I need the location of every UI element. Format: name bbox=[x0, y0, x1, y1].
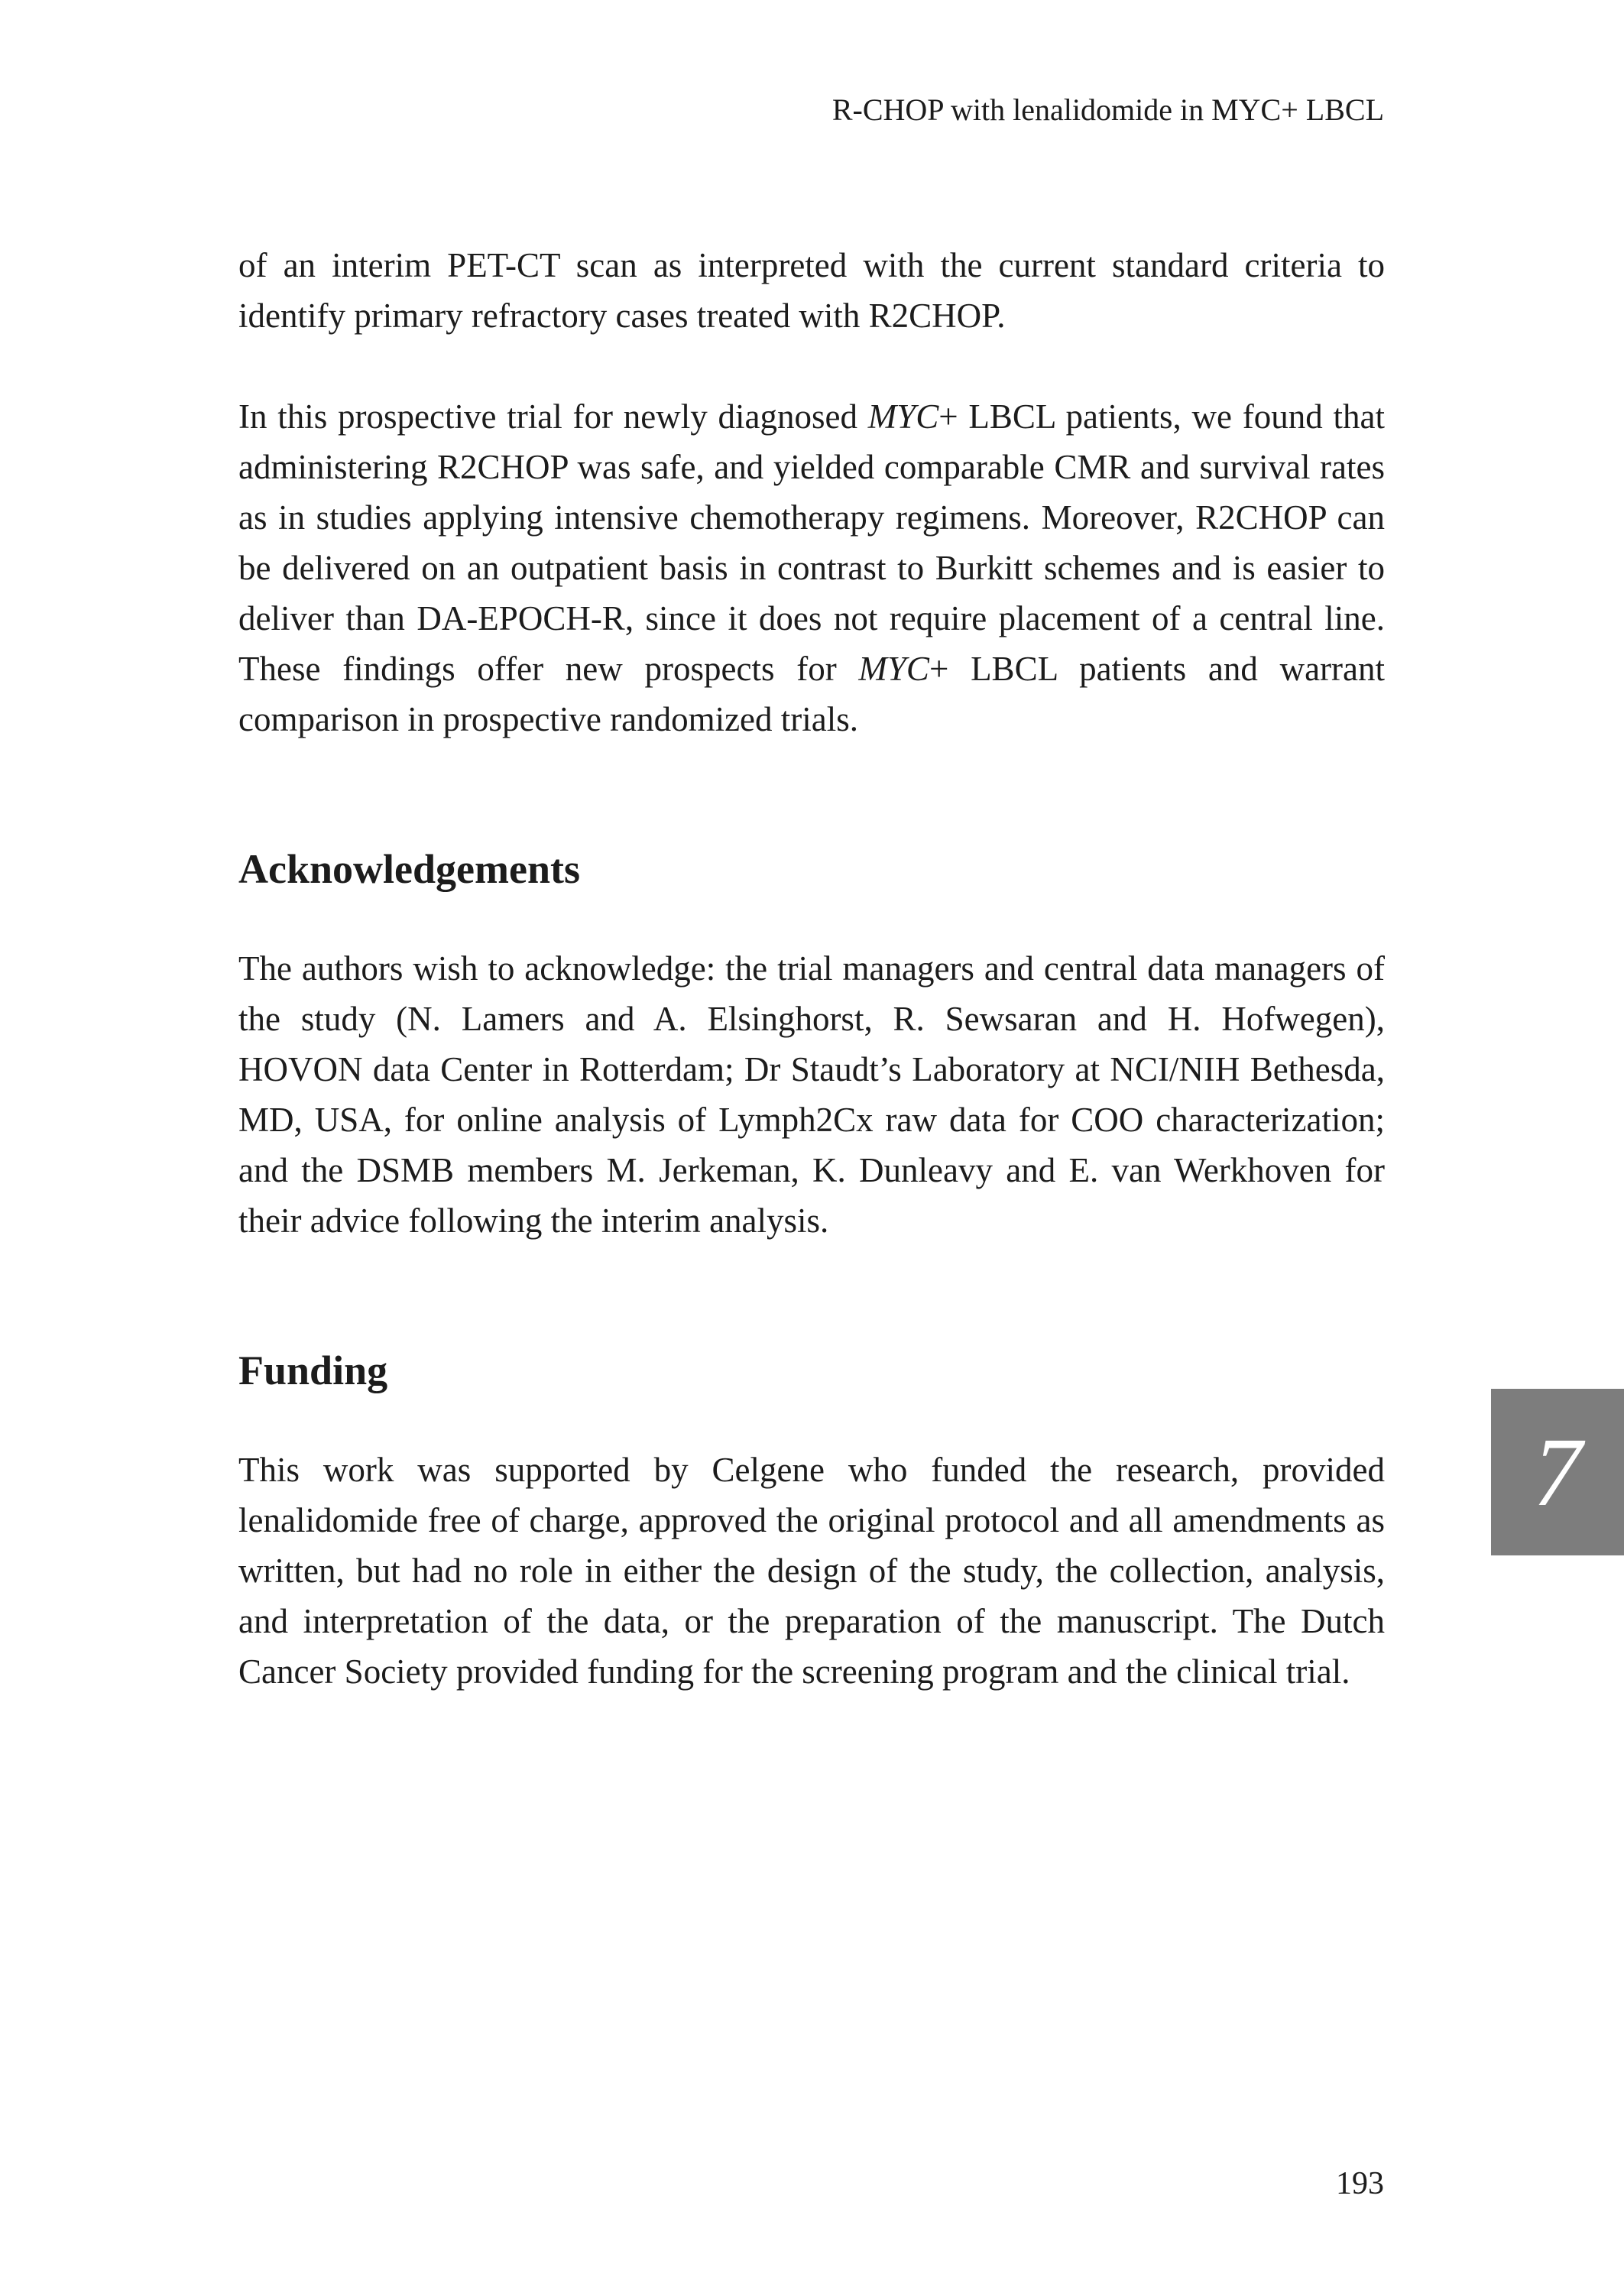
gene-name-italic: MYC bbox=[867, 397, 939, 436]
chapter-number: 7 bbox=[1533, 1418, 1582, 1526]
paragraph-2-text-2: + LBCL patients, we found that administering R2CHOP was safe, and yielded comparable CMR and survival rates as in studies applying intensive chemotherapy regimens. Moreover, R2CHOP can be delivered on an outpatient basis in contrast to Burkitt schemes and is easier to deliver than DA-EPOCH-R, since it does not require placement of a central line. These findings offer new prospects for bbox=[238, 397, 1385, 688]
paragraph-2-text-3: + LBCL patients and warrant comparison in prospective randomized trials. bbox=[238, 650, 1385, 738]
body-paragraph-2 bbox=[238, 391, 1385, 744]
acknowledgements-text: The authors wish to acknowledge: the trial managers and central data managers of the study (N. Lamers and A. Elsinghorst, R. Sewsaran and H. Hofwegen), HOVON data Center in Rotterdam; Dr Staudt’s Laboratory at NCI/NIH Bethesda, MD, USA, for online analysis of Lymph2Cx raw data for COO characterization; and the DSMB members M. Jerkeman, K. Dunleavy and E. van Werkhoven for their advice following the interim analysis. bbox=[238, 949, 1385, 1240]
chapter-tab bbox=[1491, 1389, 1624, 1555]
funding-heading: Funding bbox=[238, 1348, 388, 1393]
paragraph-2-text-1: In this prospective trial for newly diagnosed bbox=[238, 397, 868, 436]
gene-name-italic: MYC bbox=[858, 650, 929, 688]
page-number: 193 bbox=[1336, 2166, 1384, 2201]
funding-section bbox=[238, 1344, 1385, 1697]
acknowledgements-section bbox=[238, 842, 1385, 1246]
acknowledgements-heading: Acknowledgements bbox=[238, 846, 580, 892]
page-body bbox=[238, 240, 1385, 1697]
funding-text: This work was supported by Celgene who funded the research, provided lenalidomide free of charge, approved the original protocol and all amendments as written, but had no role in either the design of the study, the collection, analysis, and interpretation of the data, or the preparation of the manuscript. The Dutch Cancer Society provided funding for the screening program and the clinical trial. bbox=[238, 1451, 1385, 1691]
running-header: R-CHOP with lenalidomide in MYC+ LBCL bbox=[831, 92, 1384, 127]
body-paragraph-1: of an interim PET-CT scan as interpreted with the current standard criteria to identify primary refractory cases treated with R2CHOP. bbox=[238, 246, 1385, 335]
